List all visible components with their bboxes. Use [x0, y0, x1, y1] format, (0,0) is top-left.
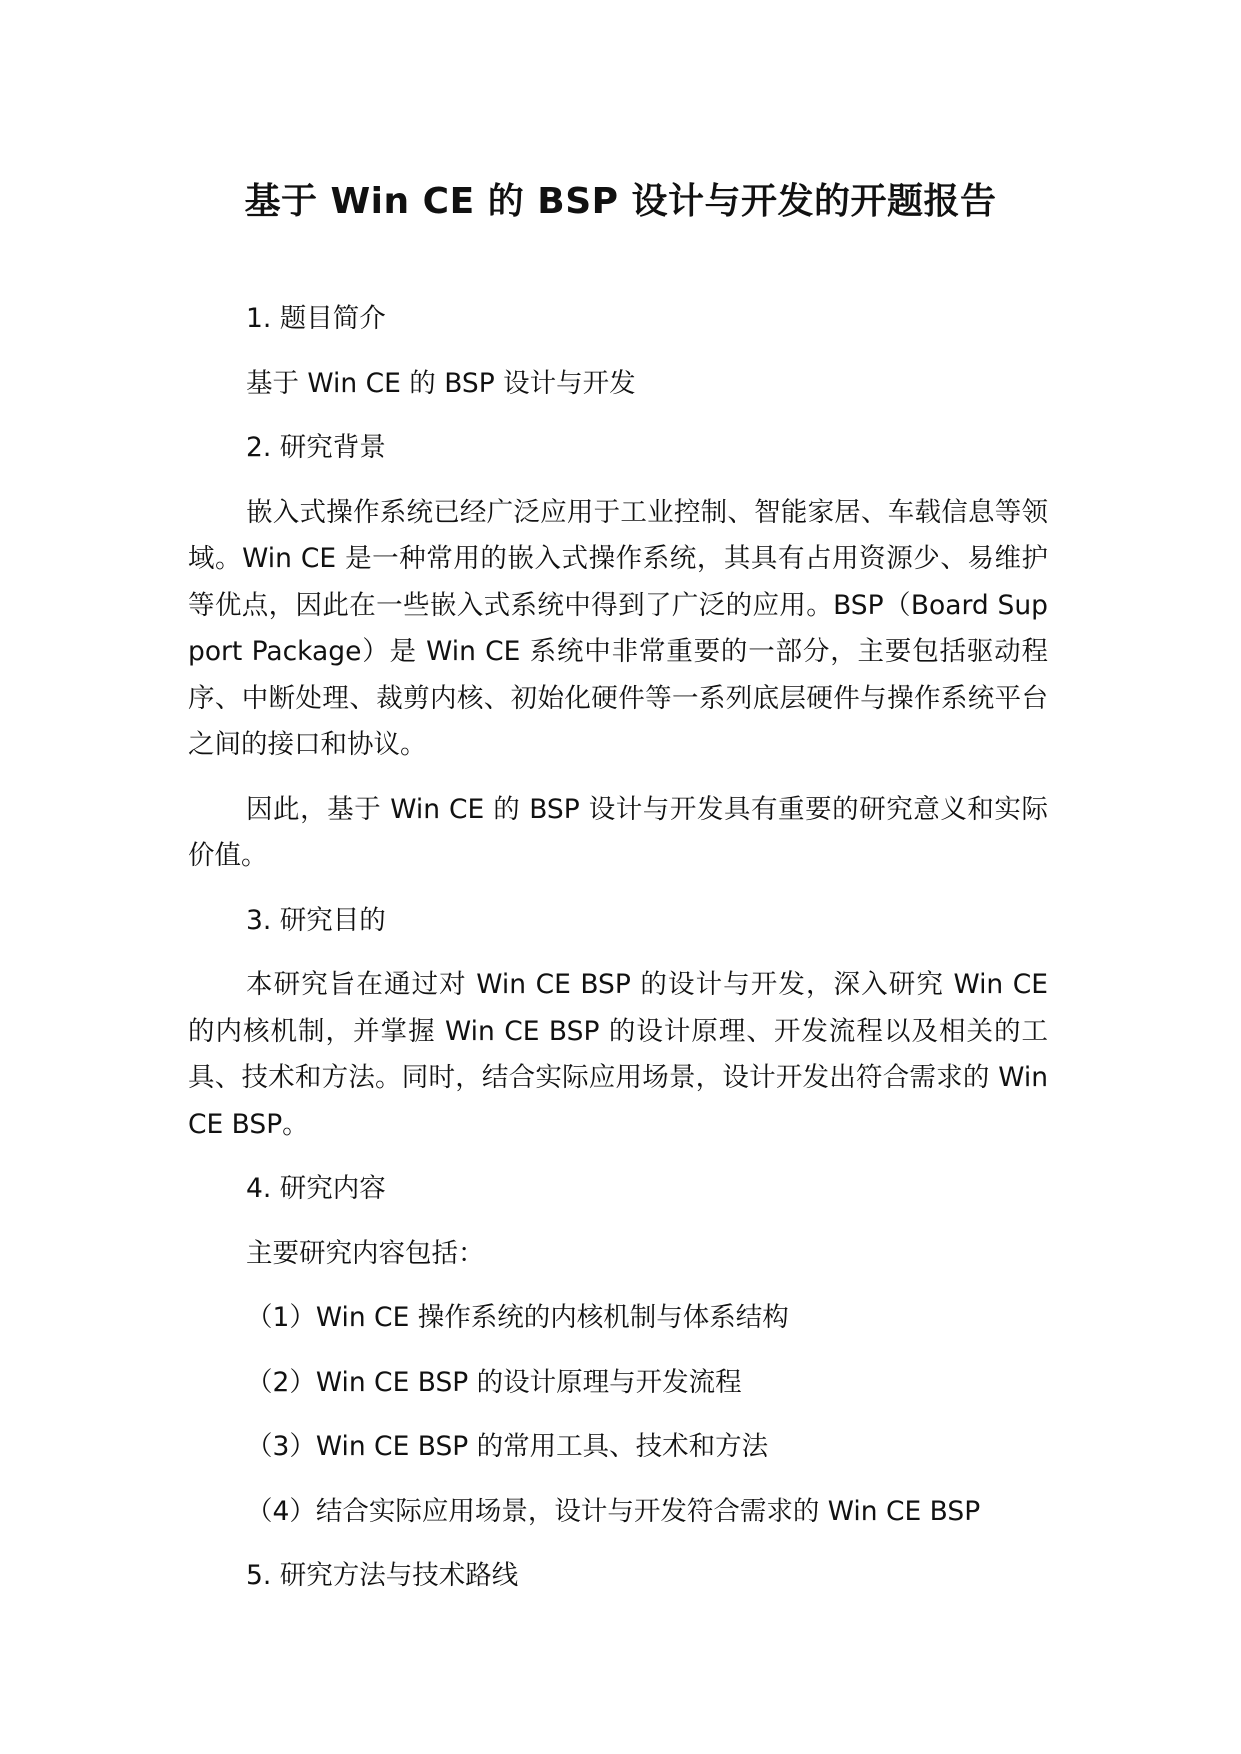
section-heading-background: 2. 研究背景 — [246, 432, 386, 463]
topic-text: 基于 Win CE 的 BSP 设计与开发 — [246, 367, 636, 399]
content-item-4: （4）结合实际应用场景，设计与开发符合需求的 Win CE BSP — [246, 1495, 981, 1527]
section-heading-topic: 1. 题目简介 — [246, 303, 386, 334]
background-paragraph-2: 因此，基于 Win CE 的 BSP 设计与开发具有重要的研究意义和实际价值。 — [188, 793, 1048, 871]
section-heading-method: 5. 研究方法与技术路线 — [246, 1560, 519, 1591]
section-heading-purpose: 3. 研究目的 — [246, 904, 386, 936]
purpose-paragraph: 本研究旨在通过对 Win CE BSP 的设计与开发，深入研究 Win CE 的内核机制，并掌握 Win CE BSP 的设计原理、开发流程以及相关的工具、技术和方法。同时，结合实际应用场景，设计开发出符合需求的 Win CE BSP。 — [188, 969, 1048, 1140]
content-intro: 主要研究内容包括： — [246, 1237, 485, 1269]
content-item-2: （2）Win CE BSP 的设计原理与开发流程 — [246, 1366, 742, 1398]
content-item-3: （3）Win CE BSP 的常用工具、技术和方法 — [246, 1431, 769, 1462]
section-heading-content: 4. 研究内容 — [246, 1173, 386, 1204]
background-paragraph-1: 嵌入式操作系统已经广泛应用于工业控制、智能家居、车载信息等领域。Win CE 是一种常用的嵌入式操作系统，其具有占用资源少、易维护等优点，因此在一些嵌入式系统中得到了广泛的应用。BSP（Board Support Package）是 Win CE 系统中非常重要的一部分，主要包括驱动程序、中断处理、裁剪内核、初始化硬件等一系列底层硬件与操作系统平台之间的接口和协议。 — [188, 496, 1048, 760]
document-body — [188, 296, 1048, 1618]
content-item-1: （1）Win CE 操作系统的内核机制与体系结构 — [246, 1302, 789, 1333]
document-title: 基于 Win CE 的 BSP 设计与开发的开题报告 — [244, 181, 997, 222]
